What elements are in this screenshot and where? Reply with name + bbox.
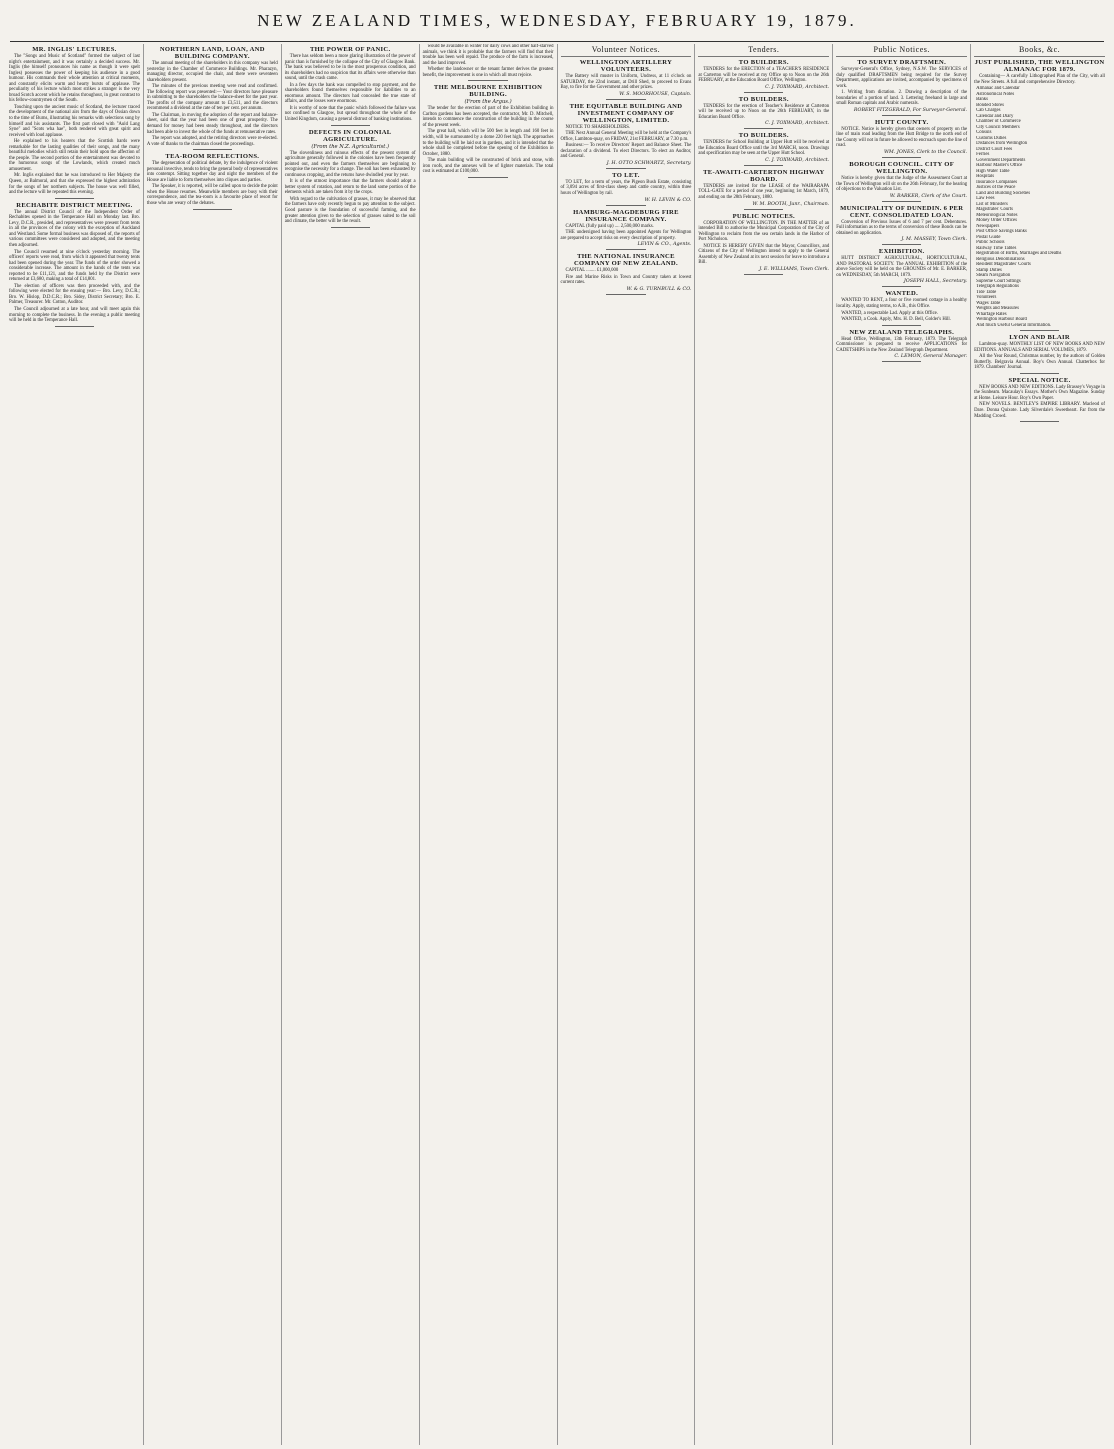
article-body: [698, 104, 829, 121]
list-item: Postal Guide: [976, 234, 1001, 240]
paragraph: Containing— A carefully Lithographed Plan of the City, with all the New Streets. A full and comprehensive Directory.: [974, 74, 1105, 85]
article: [974, 377, 1105, 422]
paragraph: The Speaker, it is reported, will be called upon to decide the point when the House resumes. Meanwhile members are busy with their correspondence, and the tea-room is a favourite place of resort for those who are weary of the debates.: [146, 184, 278, 207]
article: [423, 44, 554, 81]
article-divider: [606, 205, 645, 206]
article-divider: [193, 209, 232, 210]
article-title: TO BUILDERS.: [738, 95, 789, 103]
article-title: TO SURVEY DRAFTSMEN.: [857, 59, 947, 66]
list-item: List of Ministers: [976, 201, 1008, 207]
paragraph: TENDERS for the erection of Teacher's Residence at Carterton will be received up to Noon on the 26th FEBRUARY, in the Education Board Office.: [698, 103, 830, 120]
article: [561, 59, 692, 100]
article-body: [698, 67, 829, 84]
article: [836, 205, 967, 246]
article-title: JUST PUBLISHED, THE WELLINGTON ALMANAC FOR 1879.: [974, 59, 1105, 73]
list-item: And much Useful General Information.: [976, 322, 1052, 328]
column-heading: Volunteer Notices.: [561, 44, 692, 57]
list-item: Harbour Master's Office: [976, 163, 1023, 169]
article: [285, 46, 416, 126]
article: [561, 103, 692, 169]
paragraph: Surveyor-General's Office, Sydney, N.S.W. The SERVICES of duly qualified DRAFTSMEN being required for the Survey Department, applications are invited, accompanied by specimens of work.: [836, 67, 968, 89]
article-body: [698, 184, 829, 201]
article-title: LYON AND BLAIR: [1009, 334, 1070, 342]
article-body: [836, 127, 967, 149]
article-body: [9, 54, 140, 196]
list-item: Wages Table: [976, 300, 1001, 306]
contents-list: [974, 86, 1105, 328]
paragraph: The annual meeting of the shareholders in this company was held yesterday in the Chamber of Commerce Buildings. Mr. Pharazyn, managing director, occupied the chair, and there were seventeen shareholders present.: [146, 61, 278, 83]
article-title: HUTT COUNTY.: [874, 118, 929, 126]
column-1: [6, 44, 144, 1445]
paragraph: Fire and Marine Risks in Town and Country taken at lowest current rates.: [560, 274, 692, 286]
list-item: Wharfage Rates: [976, 311, 1007, 317]
article: [836, 119, 967, 158]
paragraph: THE undersigned having been appointed Agents for Wellington are prepared to accept risks on every description of property.: [560, 230, 692, 241]
list-item: Money Order Offices: [976, 218, 1017, 224]
paragraph: TO LET, for a term of years, the Pigeon Bush Estate, consisting of 3,094 acres of first-class sheep and cattle country, within three hours of Wellington by rail.: [560, 179, 692, 197]
article: [698, 59, 829, 93]
article: [423, 84, 554, 178]
list-item: Land and Building Societies: [976, 190, 1031, 196]
list-item: Telegraph Regulations: [976, 284, 1019, 290]
paragraph: The election of officers was then proceeded with, and the following were elected for the ensuing year:— Bro. Levy, D.C.R.; Bro. W. Hislop, D.D.C.R.; Bro. Sidey, District Secretary; Bro. E. Palmer, Treasurer. Mr. Cotton, Auditor.: [9, 283, 140, 306]
signature: W. BARKER, Clerk of the Court.: [889, 193, 968, 199]
list-item: High Water Table: [976, 168, 1010, 174]
paragraph: The report was adopted, and the retiring directors were re-elected. A vote of thanks to the chairman closed the proceedings.: [146, 136, 278, 147]
article-body: [836, 298, 967, 322]
list-item: Tide Table: [976, 289, 997, 295]
article-title: HAMBURG-MAGDEBURG FIRE INSURANCE COMPANY.: [573, 208, 679, 223]
article-body: [285, 151, 416, 225]
paragraph: Mr. Inglis explained that he was introduced to Her Majesty the Queen, at Balmoral, and that she expressed the highest admiration for the songs of her northern subjects. The house was well filled, and the lecture will be repeated this evening.: [9, 173, 140, 196]
article-title: TE-AWAITI-CARTERTON HIGHWAY BOARD.: [703, 168, 825, 183]
list-item: Consuls: [976, 130, 992, 136]
article-divider: [882, 201, 921, 202]
columns-container: [6, 44, 1108, 1445]
article-title: RECHABITE DISTRICT MEETING.: [16, 201, 133, 209]
paragraph: 1. Writing from dictation. 2. Drawing a description of the boundaries of a portion of land. 3. Lettering freehand in large and small Roman capitals and Arabic numerals.: [836, 90, 968, 107]
masthead: NEW ZEALAND TIMES, WEDNESDAY, FEBRUARY 19, 1879.: [257, 11, 857, 30]
article: [698, 132, 829, 166]
paragraph: The Battery will muster in Uniform, Undress, at 11 o'clock on SATURDAY, the 22nd instant, at Drill Shed, to proceed to Evans Bay, to fire for the Government and other prizes.: [560, 74, 692, 91]
paragraph: The Council resumed at nine o'clock yesterday morning. The officers' reports were read, from which it appeared that twenty tents had been opened during the year. The funds of the order showed a considerable increase. The amount in the hands of the tents was reported to be £11,121, and the funds held by the District were returned at £3,680, making a total of £14,801.: [9, 249, 140, 283]
article-body: [974, 342, 1105, 371]
column-6: [695, 44, 833, 1445]
article: [698, 213, 829, 275]
article-divider: [468, 80, 507, 81]
signature: WM. JONES, Clerk to the Council.: [884, 150, 968, 156]
paragraph: TENDERS are invited for the LEASE of the WAIRARAPA TOLL-GATE for a period of one year, beginning 1st March, 1879, and ending on the 28th February, 1880.: [698, 183, 830, 201]
list-item: Railway Time Tables: [976, 245, 1017, 251]
signature: LEVIN & CO., Agents.: [637, 242, 692, 248]
column-heading: Tenders.: [698, 44, 829, 57]
article-divider: [331, 125, 370, 126]
article-divider: [331, 227, 370, 228]
column-8: [971, 44, 1108, 1445]
list-item: Steam Navigation: [976, 273, 1011, 279]
article: [974, 334, 1105, 374]
list-item: Weights and Measures: [976, 306, 1020, 312]
list-item: Customs Duties: [976, 135, 1007, 141]
signature: J. H. OTTO SCHWARTZ, Secretary.: [606, 160, 692, 166]
article-title: NEW ZEALAND TELEGRAPHS.: [849, 328, 955, 336]
column-heading: Public Notices.: [836, 44, 967, 57]
paragraph: The Chairman, in moving the adoption of the report and balance-sheet, said that the year had been one of great prosperity. The demand for money had been steady throughout, and the directors had been able to invest the whole of the funds at remunerative rates.: [146, 112, 278, 135]
list-item: City Council Members: [976, 124, 1020, 130]
paragraph: CAPITAL ........ £1,000,000: [565, 268, 619, 274]
article: [561, 209, 692, 251]
article: [147, 153, 278, 209]
article-title: TO BUILDERS.: [738, 59, 789, 66]
signature: ROBERT FITZGERALD, For Surveyor-General.: [853, 107, 968, 113]
list-item: Insurance Companies: [976, 179, 1018, 185]
article-title: WANTED.: [885, 290, 919, 298]
article-divider: [882, 361, 921, 362]
article-divider: [1020, 330, 1059, 331]
paragraph: It is of the utmost importance that the farmers should adopt a better system of rotation, and return to the land some portion of the elements which are taken from it by the crops.: [284, 179, 416, 196]
paragraph: would be available in winter for dairy cows and other half-starved animals, we think it is probable that the farmers will find that their trouble has been well repaid. The produce of the farm is increased, and the land improved.: [422, 44, 554, 66]
article-body: [561, 125, 692, 160]
article: [836, 329, 967, 363]
paragraph: CORPORATION OF WELLINGTON. IN THE MATTER of an intended Bill to authorise the Municipal Corporation of the City of Wellington to reclaim from the sea certain lands in the Harbor of Port Nicholson.: [698, 220, 830, 243]
article-divider: [55, 198, 94, 199]
list-item: Registration of Births, Marriages and Deaths: [976, 251, 1062, 257]
paragraph: The Council adjourned at a late hour, and will meet again this morning to complete the business. In the evening a public meeting will be held in the Temperance Hall.: [9, 306, 140, 324]
list-item: Magistrates' Courts: [976, 207, 1013, 213]
article: [147, 46, 278, 150]
article-title: NORTHERN LAND, LOAN, AND BUILDING COMPANY.: [159, 46, 265, 60]
list-item: Cab Charges: [976, 108, 1001, 114]
article-divider: [882, 115, 921, 116]
paragraph: TENDERS for the ERECTION of a TEACHER'S RESIDENCE at Carterton will be received at my Office up to Noon on the 26th FEBRUARY, at the Education Board Office, Wellington.: [698, 67, 830, 84]
article-title: THE NATIONAL INSURANCE COMPANY OF NEW ZEALAND.: [573, 253, 678, 268]
paragraph: WANTED TO RENT, a four or five roomed cottage in a healthy locality. Apply, stating terms, to A.B., this Office.: [836, 298, 968, 310]
article: [9, 202, 140, 327]
list-item: Religious Denominations: [976, 256, 1025, 262]
article-divider: [468, 177, 507, 178]
signature: C. J. TOXWARD, Architect.: [765, 157, 830, 163]
paragraph: HUTT DISTRICT AGRICULTURAL, HORTICULTURAL, AND PASTORAL SOCIETY. The ANNUAL EXHIBITION of the above Society will be held on the GROUNDS of Mr. E. BARKER, on WEDNESDAY, 5th MARCH, 1879.: [836, 256, 968, 278]
article-body: [423, 44, 554, 78]
article-title: EXHIBITION.: [878, 248, 925, 256]
list-item: Distances from Wellington: [976, 141, 1028, 147]
paragraph: Notice is hereby given that the Judge of the Assessment Court at the Town of Wellington will sit on the 26th February, for the hearing of objections to the Valuation List.: [836, 176, 968, 193]
paragraph: The annual District Council of the Independent Order of Rechabites opened in the Temperance Hall on Monday last. Bro. Levy, D.C.R., presided, and representatives were present from tents in all the provinces of the colony with the exception of Auckland and Westland. Some formal business was disposed of, the reports of various committees were considered and adopted, and the meeting then adjourned.: [9, 209, 140, 248]
column-2: [144, 44, 282, 1445]
article-divider: [606, 294, 645, 295]
article: [9, 46, 140, 199]
signature: J. E. WILLIAMS, Town Clerk.: [759, 266, 830, 272]
article-divider: [55, 326, 94, 327]
article: [836, 248, 967, 287]
paragraph: WANTED, a Cook. Apply, Mrs. H. D. Bell, Golder's Hill.: [841, 317, 951, 323]
paragraph: The main building will be constructed of brick and stone, with iron roofs, and the annexes will be of lighter materials. The total cost is estimated at £100,000.: [422, 158, 554, 175]
signature: J. M. MASSEY, Town Clerk.: [901, 237, 968, 243]
column-7: [833, 44, 971, 1445]
article-body: [836, 176, 967, 193]
article-body: [561, 224, 692, 242]
list-item: Astronomical Notes: [976, 91, 1015, 97]
signature: W. M. BOOTH, Junr., Chairman.: [752, 201, 830, 207]
list-item: Calendar and Diary: [976, 113, 1014, 119]
list-item: Supreme Court Sittings: [976, 278, 1021, 284]
masthead-rule: [10, 41, 1104, 42]
list-item: Bonded Stores: [976, 102, 1004, 108]
list-item: Chamber of Commerce: [976, 119, 1021, 125]
article-title: MR. INGLIS' LECTURES.: [32, 46, 117, 53]
article-title: BOROUGH COUNCIL. CITY OF WELLINGTON.: [849, 161, 955, 176]
paragraph: In a few days the bank was compelled to stop payment, and the shareholders found themselves responsible for liabilities to an enormous amount. The directors had concealed the true state of affairs, and the losses were enormous.: [284, 82, 416, 105]
article-divider: [882, 157, 921, 158]
article: [974, 59, 1105, 331]
signature: W. & G. TURNBULL & CO.: [626, 286, 692, 292]
article-body: [285, 54, 416, 123]
article-body: [561, 180, 692, 197]
paragraph: The degeneration of political debate, by the indulgence of violent personal invective, tends to bring the general body of representatives into contempt. Sitting together day and night the members of the House are liable to form themselves into cliques and parties.: [146, 161, 278, 183]
paragraph: NEW BOOKS AND NEW EDITIONS. Lady Brassey's Voyage in the Sunbeam. Macaulay's Essays. Mother's Own Magazine. Sunday at Home. Leisure Hour. Boy's Own Paper.: [974, 384, 1105, 401]
article-subtitle: (From the Argus.): [464, 99, 512, 106]
signature: C. LEMON, General Manager.: [894, 354, 968, 360]
column-3: [282, 44, 420, 1445]
paragraph: TENDERS for School Building at Upper Hutt will be received at the Education Board Office until the 3rd MARCH, noon. Drawings and specification may be seen at the Upper Hutt School.: [698, 140, 830, 157]
article-body: [561, 74, 692, 91]
column-heading: Books, &c.: [974, 44, 1105, 57]
article-divider: [744, 274, 783, 275]
article-body: [974, 385, 1105, 419]
article: [698, 169, 829, 210]
paragraph: WANTED, a respectable Lad. Apply at this Office.: [841, 310, 938, 316]
article-divider: [606, 99, 645, 100]
paragraph: With regard to the cultivation of grasses, it may be observed that the farmers have only recently begun to pay attention to the subject. Good pasture is the foundation of successful farming, and the greater attention given to the selection of grasses suited to the soil and climate, the better will be the result.: [284, 196, 416, 225]
article-body: [561, 268, 692, 286]
list-item: Law Fees: [976, 196, 995, 202]
list-item: Meteorological Notes: [976, 212, 1018, 218]
article-divider: [606, 168, 645, 169]
paragraph: NEW NOVELS. BENTLEY'S EMPIRE LIBRARY. Macleod of Dare. Donna Quixote. Lady Silverdale's Sweetheart. Far from the Madding Crowd.: [974, 402, 1105, 419]
list-item: Resident Magistrates' Courts: [976, 262, 1031, 268]
list-item: Almanac and Calendar: [976, 86, 1020, 92]
list-item: Justices of the Peace: [976, 185, 1016, 191]
article-divider: [744, 92, 783, 93]
article-body: [836, 337, 967, 354]
paragraph: THE Next Annual General Meeting will be held at the Company's Office, Lambton-quay, on FRIDAY, 21st FEBRUARY, at 7.30 p.m.: [560, 131, 692, 142]
article: [836, 290, 967, 325]
paragraph: NOTICE TO SHAREHOLDERS.: [565, 124, 631, 130]
signature: W. S. MOORHOUSE, Captain.: [619, 91, 692, 97]
paragraph: Business:— To receive Directors' Report and Balance Sheet. The declaration of a dividend. To elect Directors. To elect an Auditor, and General.: [560, 143, 692, 160]
paragraph: All the Year Round, Christmas number, by the authors of Golden Butterfly. Belgravia Annual. Boy's Own Annual. Chatterbox for 1879. Chambers' Journal.: [974, 354, 1105, 371]
article-title: TO BUILDERS.: [738, 132, 789, 140]
signature: C. J. TOXWARD, Architect.: [765, 84, 830, 90]
article: [561, 172, 692, 206]
article-title: THE MELBOURNE EXHIBITION BUILDING.: [433, 84, 543, 99]
article-subtitle: (From the N.Z. Agriculturist.): [311, 143, 390, 150]
article-body: [974, 74, 1105, 85]
paragraph: Lambton-quay. MONTHLY LIST OF NEW BOOKS AND NEW EDITIONS. ANNUALS AND SERIAL VOLUMES, 1879.: [974, 342, 1105, 353]
article-divider: [882, 286, 921, 287]
paragraph: He explained to his hearers that the Scottish bards were remarkable for the lasting qualities of their songs, and the many beautiful melodies which still retain their hold upon the affection of the people. The second portion of the entertainment was devoted to the humorous songs of the Lowlands, which created much amusement.: [9, 139, 140, 172]
list-item: Government Departments: [976, 157, 1026, 163]
article-title: WELLINGTON ARTILLERY VOLUNTEERS.: [579, 59, 673, 73]
article-body: [698, 140, 829, 157]
paragraph: Whether the landowner or the tenant farmer derives the greatest benefit, the improvement is one in which all must rejoice.: [422, 67, 554, 78]
signature: W. H. LEVIN & CO.: [644, 197, 692, 203]
article: [698, 96, 829, 130]
list-item: District Court Fees: [976, 146, 1013, 152]
article-body: [147, 161, 278, 206]
paragraph: The "Songs and Music of Scotland" formed the subject of last night's entertainment, and it was certainly a decided success. Mr. Inglis (the himself pronounces his name as though it were spelt Ingles) possesses the power of keeping his audience in a good humour. His commands their whole attention at critical moments, and constantly elicits warm and hearty bursts of applause. The peculiarity of his lecture which most strikes a stranger is the very broad Scotch accent which he retains throughout, in great contrast to his fellow-countrymen of the South.: [9, 54, 140, 104]
list-item: Volunteers: [976, 295, 997, 301]
list-item: Wellington Harbour Board: [976, 317, 1027, 323]
article-divider: [193, 149, 232, 150]
article-title: SPECIAL NOTICE.: [1008, 376, 1071, 384]
list-item: Ferries: [976, 152, 990, 158]
list-item: Post Office Savings Banks: [976, 229, 1027, 235]
article-body: [147, 61, 278, 147]
signature: C. J. TOXWARD, Architect.: [765, 121, 830, 127]
paragraph: There has seldom been a more glaring illustration of the power of panic than is furnished by the collapse of the City of Glasgow Bank. The bank was believed to be in the most prosperous condition, and its shareholders had no suspicion that its affairs were otherwise than sound, until the crash came.: [284, 54, 416, 82]
signature: JOSEPH HALL, Secretary.: [903, 279, 968, 285]
article: [285, 129, 416, 228]
list-item: Banks: [976, 97, 988, 103]
article-divider: [744, 165, 783, 166]
list-item: Hospitals: [976, 174, 995, 180]
article-title: MUNICIPALITY OF DUNEDIN. 6 PER CENT. CONSOLIDATED LOAN.: [840, 204, 964, 219]
article-title: THE EQUITABLE BUILDING AND INVESTMENT COMPANY OF WELLINGTON, LIMITED.: [569, 102, 683, 124]
article-divider: [744, 209, 783, 210]
article-divider: [744, 128, 783, 129]
article-title: TO LET.: [612, 171, 640, 179]
article-body: [698, 221, 829, 266]
article-title: PUBLIC NOTICES.: [732, 212, 796, 220]
article-divider: [882, 244, 921, 245]
article-body: [836, 256, 967, 278]
article-body: [836, 67, 967, 107]
article-body: [423, 106, 554, 175]
paragraph: It is worthy of note that the panic which followed the failure was not confined to Glasgow, but spread throughout the whole of the United Kingdom, causing a general distrust of banking institutions.: [284, 105, 416, 123]
article: [836, 59, 967, 116]
article-divider: [606, 249, 645, 250]
paragraph: Conversion of Previous Issues of 6 and 7 per cent. Debentures. Full information as to the terms of conversion of these Bonds can be obtained on application.: [836, 219, 968, 236]
article-title: THE POWER OF PANIC.: [309, 46, 391, 53]
paragraph: Head Office, Wellington, 13th February, 1879. The Telegraph Commissioner is prepared to receive APPLICATIONS for CADETSHIPS in the New Zealand Telegraph Department.: [836, 336, 968, 353]
paragraph: Touching upon the ancient music of Scotland, the lecturer traced the development of the national airs from the days of Ossian down to the time of Burns, illustrating his remarks with selections sung by himself and his assistants. The first part closed with "Auld Lang Syne" and "Scots wha hae", both rendered with great spirit and received with loud applause.: [9, 104, 140, 138]
paragraph: CAPITAL (fully paid up) .... 2,500,000 marks.: [565, 223, 654, 229]
article-body: [836, 220, 967, 237]
article: [561, 253, 692, 295]
paragraph: NOTICE. Notice is hereby given that owners of property on the line of main road leading from the Hutt Bridge to the north end of the County will not in future be allowed to encroach upon the line of road.: [836, 126, 968, 149]
list-item: Public Schools: [976, 240, 1005, 246]
article-divider: [1020, 421, 1059, 422]
article-divider: [1020, 373, 1059, 374]
article-divider: [882, 325, 921, 326]
column-4: [420, 44, 558, 1445]
paragraph: The minutes of the previous meeting were read and confirmed. The following report was presented:— Your directors have pleasure in submitting to the shareholders the balance-sheet for the past year. The profits of the company amount to £3,511, and the directors recommend a dividend at the rate of ten per cent. per annum.: [146, 84, 278, 112]
paragraph: The slovenliness and ruinous effects of the present system of agriculture generally followed in the colonies have been frequently pointed out, and even the farmers themselves are beginning to recognise the necessity for a change. The soil has been exhausted by continuous cropping, and the returns have dwindled year by year.: [284, 150, 416, 178]
list-item: Stamp Duties: [976, 267, 1002, 273]
paragraph: The great hall, which will be 500 feet in length and 160 feet in width, will be surmounted by a dome 220 feet high. The approaches to the building will be laid out in gardens, and it is intended that the whole shall be completed before the opening of the Exhibition in October, 1880.: [422, 129, 554, 157]
article-body: [9, 210, 140, 324]
paragraph: NOTICE IS HEREBY GIVEN that the Mayor, Councillors, and Citizens of the City of Wellington intend to apply to the General Assembly of New Zealand at its next session for leave to introduce a Bill.: [698, 243, 830, 266]
article-title: DEFECTS IN COLONIAL AGRICULTURE.: [308, 128, 392, 143]
list-item: Newspapers: [976, 223, 1000, 229]
paragraph: The tender for the erection of part of the Exhibition building in Carlton gardens has been accepted, the contractor, Mr. D. Mitchell, intends to commence the construction of the building in the course of the present week.: [422, 106, 554, 128]
article: [836, 161, 967, 202]
article-title: TEA-ROOM REFLECTIONS.: [165, 153, 260, 161]
column-5: [558, 44, 696, 1445]
